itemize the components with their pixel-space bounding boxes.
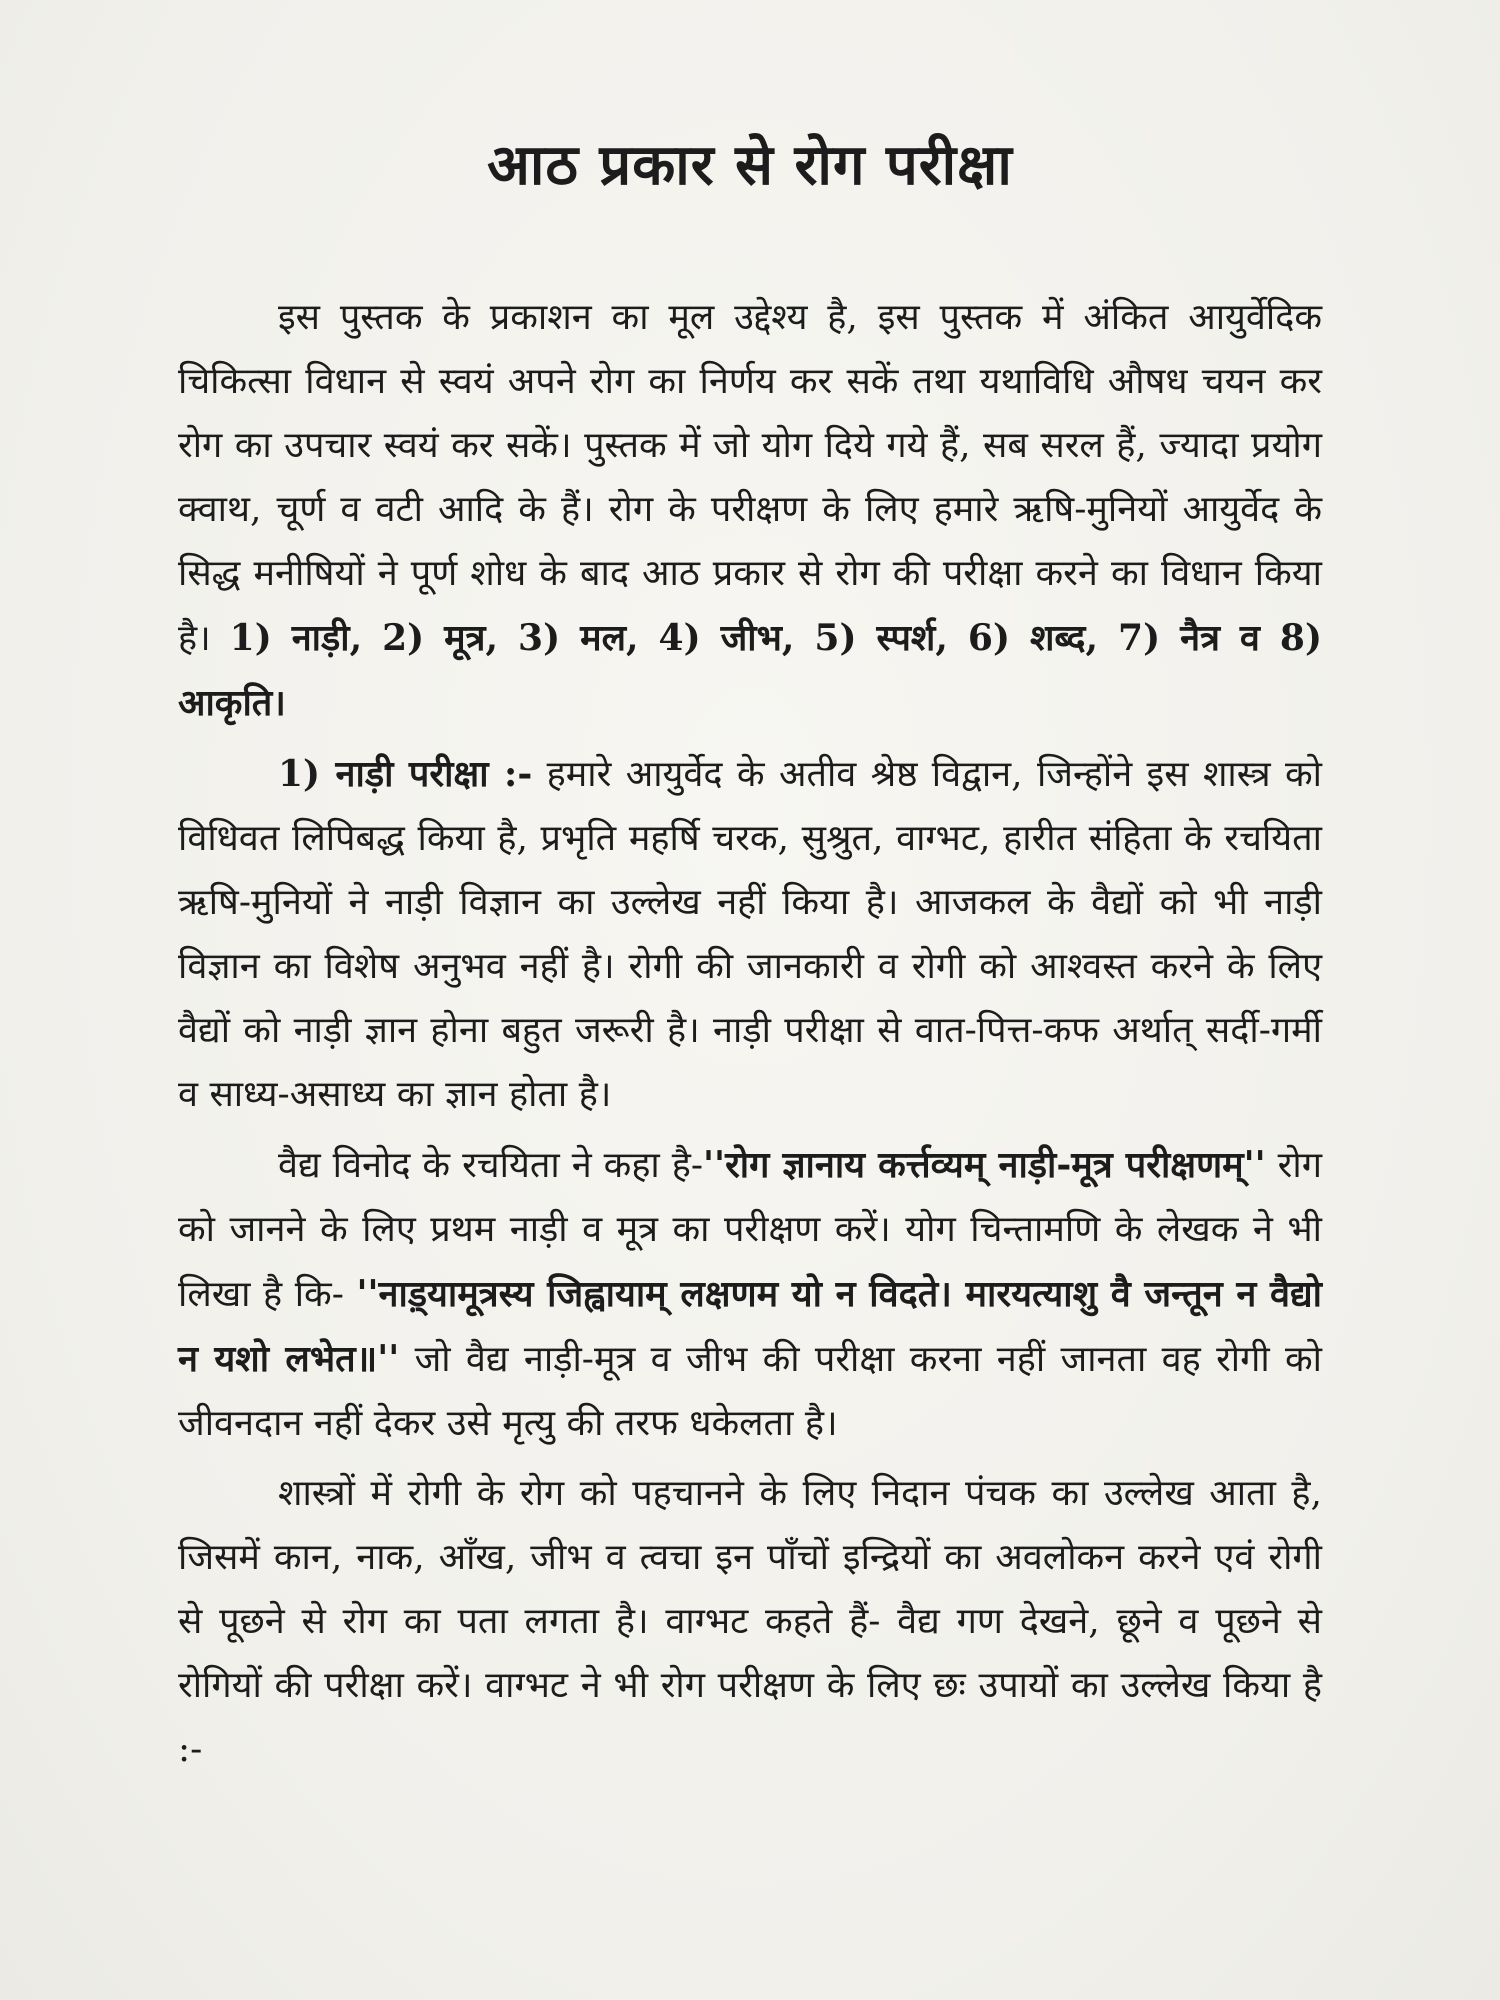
nidan-panchak-text: शास्त्रों में रोगी के रोग को पहचानने के लिए निदान पंचक का उल्लेख आता है, जिसमें कान, नाक, आँख, जीभ व त्वचा इन पाँचों इन्द्रियों का अवलोकन करने एवं रोगी से पूछने से रोग का पता लगता है। वाग्भट कहते हैं- वैद्य गण देखने, छूने व पूछने से रोगियों की परीक्षा करें। वाग्भट ने भी रोग परीक्षण के लिए छः उपायों का उल्लेख किया है :- [178,1473,1322,1770]
paragraph-quotes [178,1133,1322,1456]
quote-yog-chintamani: ''नाड़्यामूत्रस्य जिह्वायाम् लक्षणम यो न विदते। मारयत्याशु वै जन्तून न वैद्यो न यशो लभेत॥'' [178,1273,1322,1380]
quote-vaidya-vinod: ''रोग ज्ञानाय कर्त्तव्यम् नाड़ी-मूत्र परीक्षणम्'' [703,1144,1266,1186]
paragraph-nidan-panchak [178,1462,1322,1782]
nadi-pariksha-heading: 1) नाड़ी परीक्षा :- [278,753,533,795]
quotes-text-2: रोग को जानने के लिए प्रथम नाड़ी व मूत्र का परीक्षण करें। योग चिन्तामणि के लेखक ने भी लिखा है कि- [178,1145,1322,1315]
eight-methods-list: 1) नाड़ी, 2) मूत्र, 3) मल, 4) जीभ, 5) स्पर्श, 6) शब्द, 7) नैत्र व 8) आकृति। [178,617,1322,724]
page-title: आठ प्रकार से रोग परीक्षा [487,132,1013,198]
nadi-pariksha-text: हमारे आयुर्वेद के अतीव श्रेष्ठ विद्वान, जिन्होंने इस शास्त्र को विधिवत लिपिबद्ध किया है, प्रभृति महर्षि चरक, सुश्रुत, वाग्भट, हारीत संहिता के रचयिता ऋषि-मुनियों ने नाड़ी विज्ञान का उल्लेख नहीं किया है। आजकल के वैद्यों को भी नाड़ी विज्ञान का विशेष अनुभव नहीं है। रोगी की जानकारी व रोगी को आश्वस्त करने के लिए वैद्यों को नाड़ी ज्ञान होना बहुत जरूरी है। नाड़ी परीक्षा से वात-पित्त-कफ अर्थात् सर्दी-गर्मी व साध्य-असाध्य का ज्ञान होता है। [178,754,1322,1115]
intro-text: इस पुस्तक के प्रकाशन का मूल उद्देश्य है, इस पुस्तक में अंकित आयुर्वेदिक चिकित्सा विधान से स्वयं अपने रोग का निर्णय कर सकें तथा यथाविधि औषध चयन कर रोग का उपचार स्वयं कर सकें। पुस्तक में जो योग दिये गये हैं, सब सरल हैं, ज्यादा प्रयोग क्वाथ, चूर्ण व वटी आदि के हैं। रोग के परीक्षण के लिए हमारे ऋषि-मुनियों आयुर्वेद के सिद्ध मनीषियों ने पूर्ण शोध के बाद आठ प्रकार से रोग की परीक्षा करने का विधान किया है। [178,297,1322,659]
page-body [178,286,1322,1788]
quotes-text-1: वैद्य विनोद के रचयिता ने कहा है- [278,1145,704,1186]
paragraph-nadi-pariksha [178,742,1322,1127]
quotes-text-3: जो वैद्य नाड़ी-मूत्र व जीभ की परीक्षा करना नहीं जानता वह रोगी को जीवनदान नहीं देकर उसे मृत्यु की तरफ धकेलता है। [178,1339,1322,1444]
paragraph-intro [178,286,1322,736]
